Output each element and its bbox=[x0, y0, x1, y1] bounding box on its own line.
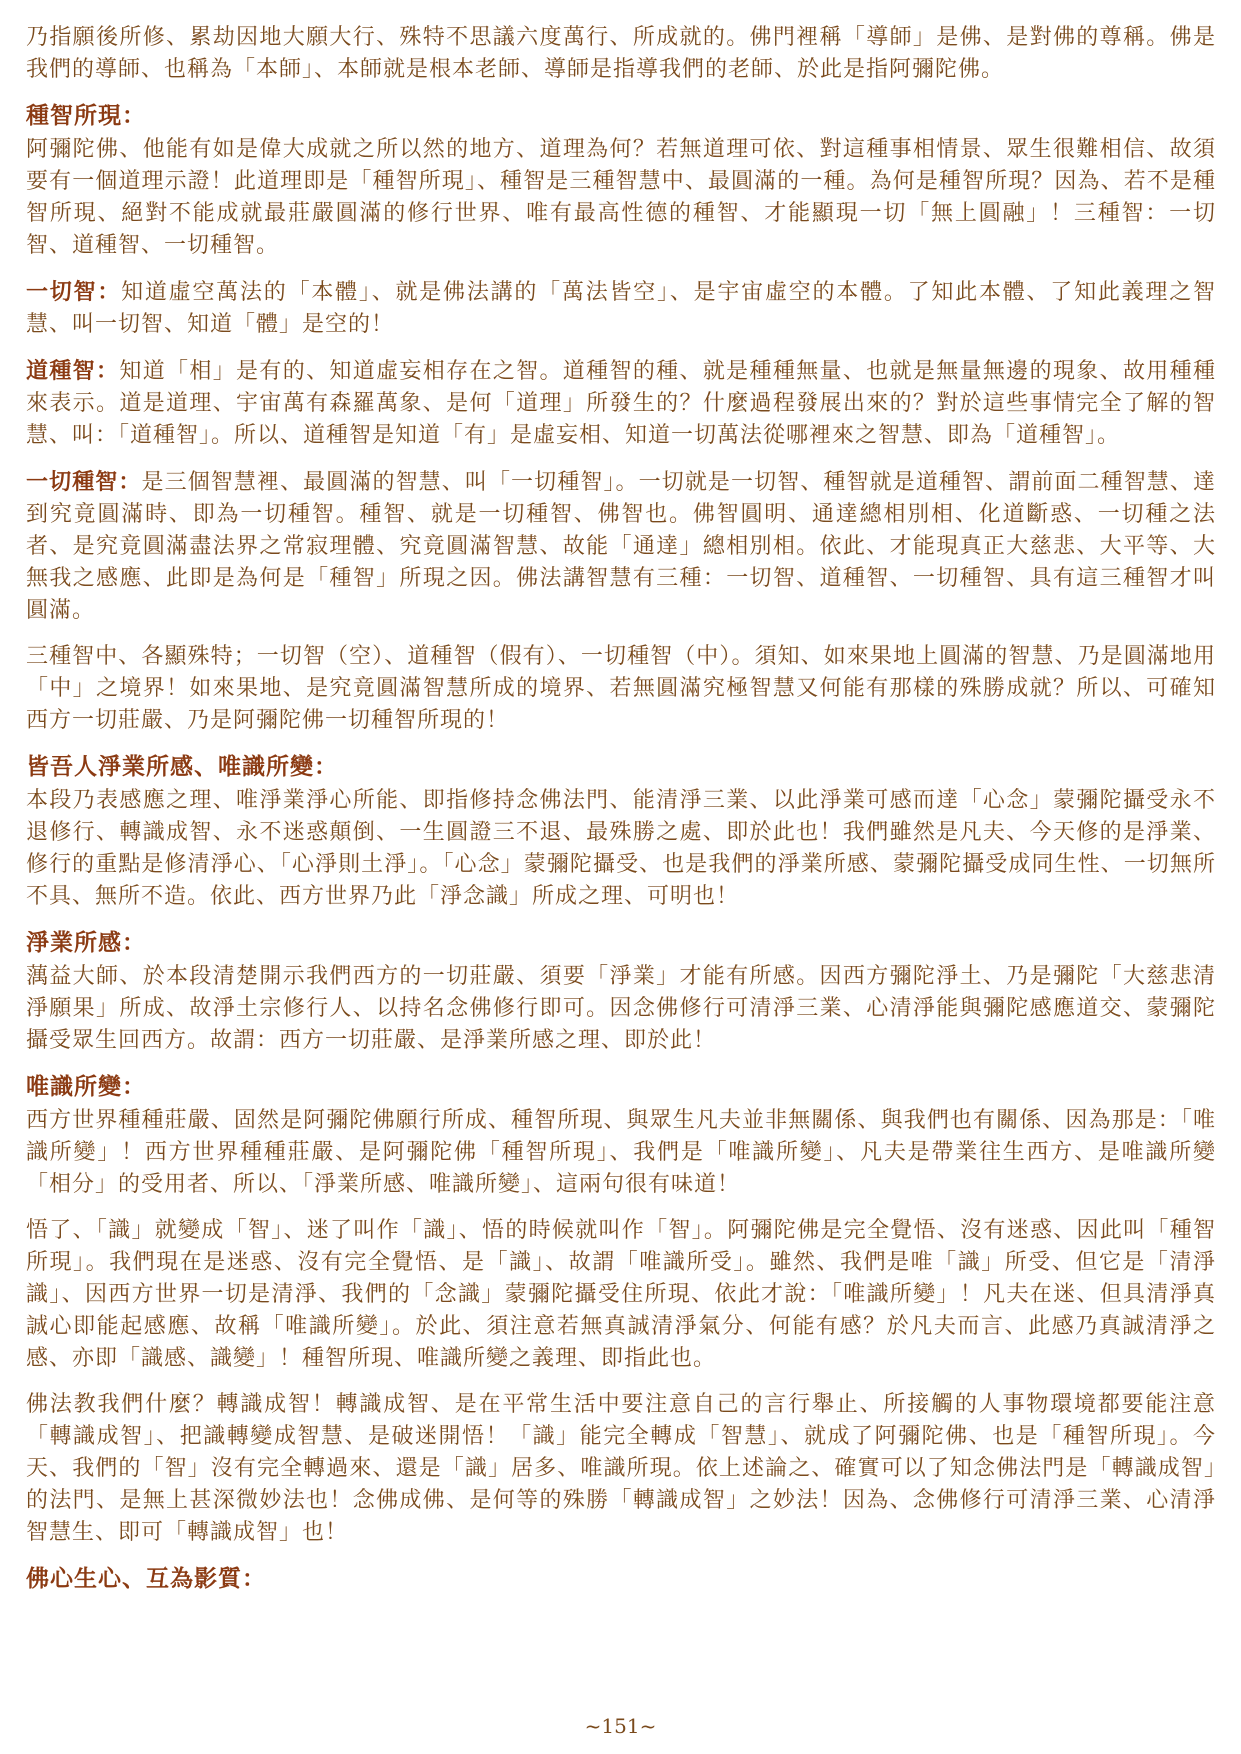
paragraph: 三種智中、各顯殊特；一切智（空）、道種智（假有）、一切種智（中）。須知、如來果地上圓滿的智慧、乃是圓滿地用「中」之境界！如來果地、是究竟圓滿智慧所成的境界、若無圓滿究極智慧又何能有那樣的殊勝成就？所以、可確知西方一切莊嚴、乃是阿彌陀佛一切種智所現的！ bbox=[26, 644, 1216, 733]
paragraph bbox=[26, 355, 1216, 452]
paragraph: 蕅益大師、於本段清楚開示我們西方的一切莊嚴、須要「淨業」才能有所感。因西方彌陀淨土、乃是彌陀「大慈悲清淨願果」所成、故淨土宗修行人、以持名念佛修行即可。因念佛修行可清淨三業、心清淨能與彌陀感應道交、蒙彌陀攝受眾生回西方。故謂：西方一切莊嚴、是淨業所感之理、即於此！ bbox=[26, 964, 1216, 1053]
section-heading-pure-karma: 淨業所感： bbox=[26, 929, 146, 956]
term-definition: 知道虛空萬法的「本體」、就是佛法講的「萬法皆空」、是宇宙虛空的本體。了知此本體、了知此義理之智慧、叫一切智、知道「體」是空的！ bbox=[26, 280, 1216, 337]
section-heading-pure-karma-consciousness: 皆吾人淨業所感、唯識所變： bbox=[26, 753, 338, 780]
paragraph: 悟了、「識」就變成「智」、迷了叫作「識」、悟的時候就叫作「智」。阿彌陀佛是完全覺悟、沒有迷惑、因此叫「種智所現」。我們現在是迷惑、沒有完全覺悟、是「識」、故謂「唯識所受」。雖然、我們是唯「識」所受、但它是「清淨識」、因西方世界一切是清淨、我們的「念識」蒙彌陀攝受住所現、依此才說：「唯識所變」！凡夫在迷、但具清淨真誠心即能起感應、故稱「唯識所變」。於此、須注意若無真誠清淨氣分、何能有感？於凡夫而言、此感乃真誠清淨之感、亦即「識感、識變」！種智所現、唯識所變之義理、即指此也。 bbox=[26, 1218, 1216, 1371]
section-heading-seed-wisdom: 種智所現： bbox=[26, 102, 146, 129]
section-heading-consciousness-only: 唯識所變： bbox=[26, 1073, 146, 1100]
intro-paragraph: 乃指願後所修、累劫因地大願大行、殊特不思議六度萬行、所成就的。佛門裡稱「導師」是佛、是對佛的尊稱。佛是我們的導師、也稱為「本師」、本師就是根本老師、導師是指導我們的老師、於此是指阿彌陀佛。 bbox=[26, 25, 1216, 82]
paragraph bbox=[26, 466, 1216, 627]
section-heading-buddha-mind: 佛心生心、互為影質： bbox=[26, 1565, 266, 1592]
paragraph: 西方世界種種莊嚴、固然是阿彌陀佛願行所成、種智所現、與眾生凡夫並非無關係、與我們也有關係、因為那是：「唯識所變」！西方世界種種莊嚴、是阿彌陀佛「種智所現」、我們是「唯識所變」、凡夫是帶業往生西方、是唯識所變「相分」的受用者、所以、「淨業所感、唯識所變」、這兩句很有味道！ bbox=[26, 1108, 1216, 1197]
paragraph bbox=[26, 276, 1216, 341]
term-label: 道種智： bbox=[26, 358, 120, 384]
term-definition: 知道「相」是有的、知道虛妄相存在之智。道種智的種、就是種種無量、也就是無量無邊的現象、故用種種來表示。道是道理、宇宙萬有森羅萬象、是何「道理」所發生的？什麼過程發展出來的？對於這些事情完全了解的智慧、叫：「道種智」。所以、道種智是知道「有」是虛妄相、知道一切萬法從哪裡來之智慧、即為「道種智」。 bbox=[26, 359, 1216, 448]
term-label: 一切智： bbox=[26, 279, 122, 305]
paragraph: 本段乃表感應之理、唯淨業淨心所能、即指修持念佛法門、能清淨三業、以此淨業可感而達「心念」蒙彌陀攝受永不退修行、轉識成智、永不迷惑顛倒、一生圓證三不退、最殊勝之處、即於此也！我們雖然是凡夫、今天修的是淨業、修行的重點是修清淨心、「心淨則土淨」。「心念」蒙彌陀攝受、也是我們的淨業所感、蒙彌陀攝受成同生性、一切無所不具、無所不造。依此、西方世界乃此「淨念識」所成之理、可明也！ bbox=[26, 788, 1216, 909]
term-label: 一切種智： bbox=[26, 469, 142, 495]
paragraph: 佛法教我們什麼？轉識成智！轉識成智、是在平常生活中要注意自己的言行舉止、所接觸的人事物環境都要能注意「轉識成智」、把識轉變成智慧、是破迷開悟！「識」能完全轉成「智慧」、就成了阿彌陀佛、也是「種智所現」。今天、我們的「智」沒有完全轉過來、還是「識」居多、唯識所現。依上述論之、確實可以了知念佛法門是「轉識成智」的法門、是無上甚深微妙法也！念佛成佛、是何等的殊勝「轉識成智」之妙法！因為、念佛修行可清淨三業、心清淨智慧生、即可「轉識成智」也！ bbox=[26, 1392, 1216, 1545]
page-number: ~151~ bbox=[584, 1714, 657, 1738]
term-definition: 是三個智慧裡、最圓滿的智慧、叫「一切種智」。一切就是一切智、種智就是道種智、謂前面二種智慧、達到究竟圓滿時、即為一切種智。種智、就是一切種智、佛智也。佛智圓明、通達總相別相、化道斷惑、一切種之法者、是究竟圓滿盡法界之常寂理體、究竟圓滿智慧、故能「通達」總相別相。依此、才能現真正大慈悲、大平等、大無我之感應、此即是為何是「種智」所現之因。佛法講智慧有三種：一切智、道種智、一切種智、具有這三種智才叫圓滿。 bbox=[26, 470, 1216, 623]
document-page bbox=[26, 22, 1216, 1597]
paragraph: 阿彌陀佛、他能有如是偉大成就之所以然的地方、道理為何？若無道理可依、對這種事相情景、眾生很難相信、故須要有一個道理示證！此道理即是「種智所現」、種智是三種智慧中、最圓滿的一種。為何是種智所現？因為、若不是種智所現、絕對不能成就最莊嚴圓滿的修行世界、唯有最高性德的種智、才能顯現一切「無上圓融」！三種智：一切智、道種智、一切種智。 bbox=[26, 137, 1216, 258]
